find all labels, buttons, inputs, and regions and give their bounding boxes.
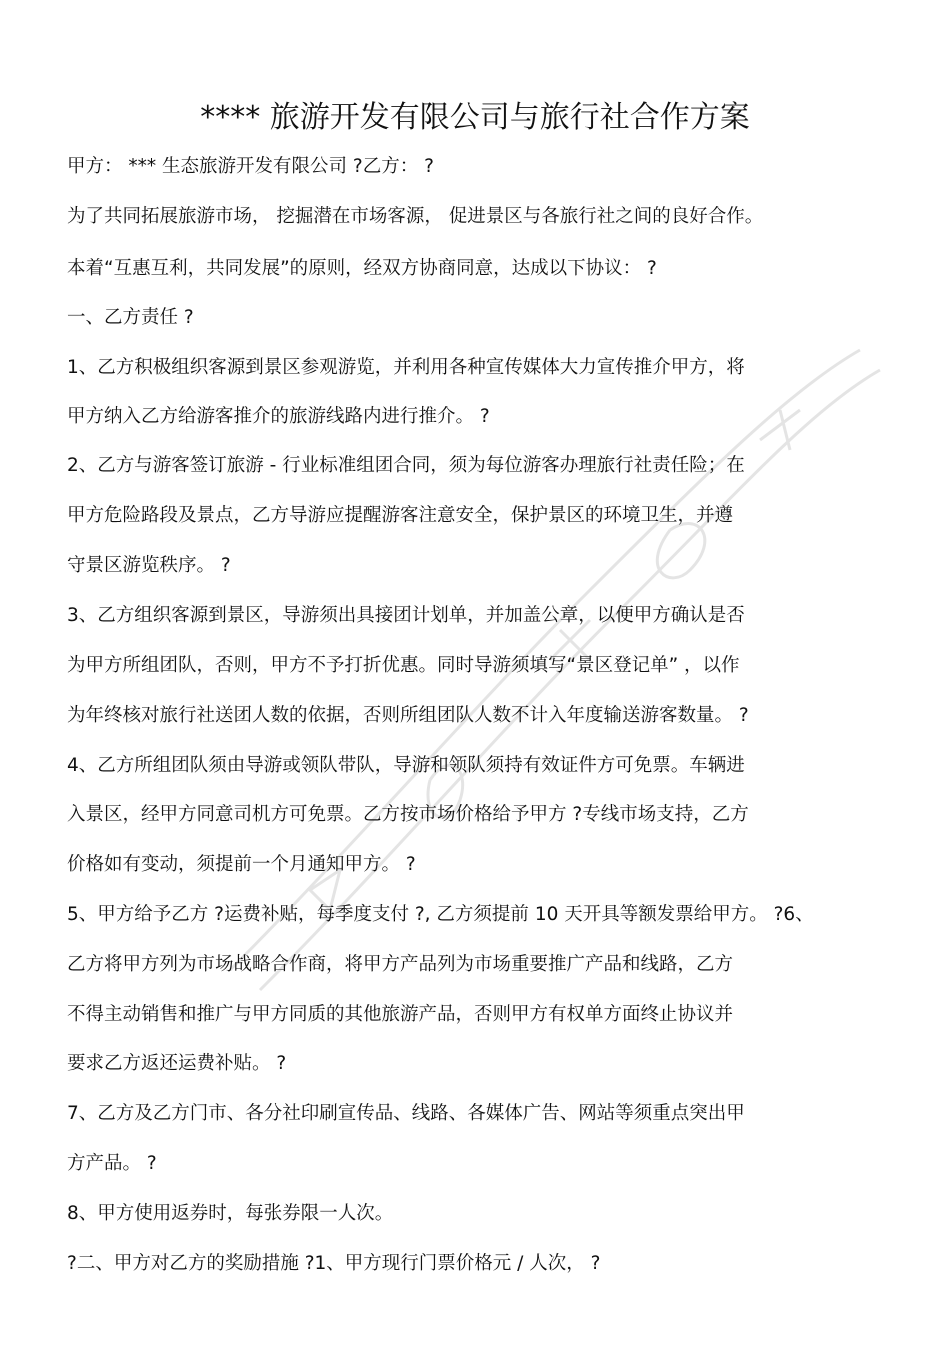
paragraph-line: 入景区，经甲方同意司机方可免票。乙方按市场价格给予甲方 ?专线市场支持，乙方 [67, 804, 749, 825]
paragraph-line: 3、乙方组织客源到景区，导游须出具接团计划单，并加盖公章，以便甲方确认是否 [67, 605, 745, 626]
paragraph-line: 方产品。 ? [67, 1153, 157, 1174]
paragraph-line: 本着“互惠互利，共同发展”的原则，经双方协商同意，达成以下协议： ? [67, 258, 657, 279]
document-title: **** 旅游开发有限公司与旅行社合作方案 [200, 100, 750, 135]
paragraph-line: 5、甲方给予乙方 ?运费补贴，每季度支付 ?, 乙方须提前 10 天开具等额发票给甲方。 ?6、 [67, 904, 814, 925]
parties-line: 甲方： *** 生态旅游开发有限公司 ?乙方： ? [67, 156, 434, 177]
section-heading: ?二、甲方对乙方的奖励措施 ?1、甲方现行门票价格元 / 人次， ? [67, 1253, 601, 1274]
paragraph-line: 价格如有变动，须提前一个月通知甲方。 ? [67, 854, 416, 875]
paragraph-line: 为甲方所组团队，否则，甲方不予打折优惠。同时导游须填写“景区登记单” ，以作 [67, 655, 740, 676]
paragraph-line: 1、乙方积极组织客源到景区参观游览，并利用各种宣传媒体大力宣传推介甲方，将 [67, 357, 745, 378]
paragraph-line: 守景区游览秩序。 ? [67, 555, 231, 576]
paragraph-line: 4、乙方所组团队须由导游或领队带队，导游和领队须持有效证件方可免票。车辆进 [67, 755, 745, 776]
paragraph-line: 为年终核对旅行社送团人数的依据，否则所组团队人数不计入年度输送游客数量。 ? [67, 705, 749, 726]
paragraph-line: 甲方危险路段及景点，乙方导游应提醒游客注意安全，保护景区的环境卫生，并遵 [67, 505, 734, 526]
paragraph-line: 甲方纳入乙方给游客推介的旅游线路内进行推介。 ? [67, 406, 490, 427]
paragraph-line: 7、乙方及乙方门市、各分社印刷宣传品、线路、各媒体广告、网站等须重点突出甲 [67, 1103, 745, 1124]
section-heading: 一、乙方责任 ? [67, 307, 194, 328]
paragraph-line: 2、乙方与游客签订旅游 - 行业标准组团合同，须为每位游客办理旅行社责任险；在 [67, 455, 745, 476]
paragraph-line: 为了共同拓展旅游市场， 挖掘潜在市场客源， 促进景区与各旅行社之间的良好合作。 [67, 206, 764, 227]
paragraph-line: 8、甲方使用返券时，每张券限一人次。 [67, 1203, 394, 1224]
paragraph-line: 不得主动销售和推广与甲方同质的其他旅游产品，否则甲方有权单方面终止协议并 [67, 1004, 734, 1025]
paragraph-line: 乙方将甲方列为市场战略合作商，将甲方产品列为市场重要推广产品和线路，乙方 [67, 954, 734, 975]
paragraph-line: 要求乙方返还运费补贴。 ? [67, 1053, 287, 1074]
